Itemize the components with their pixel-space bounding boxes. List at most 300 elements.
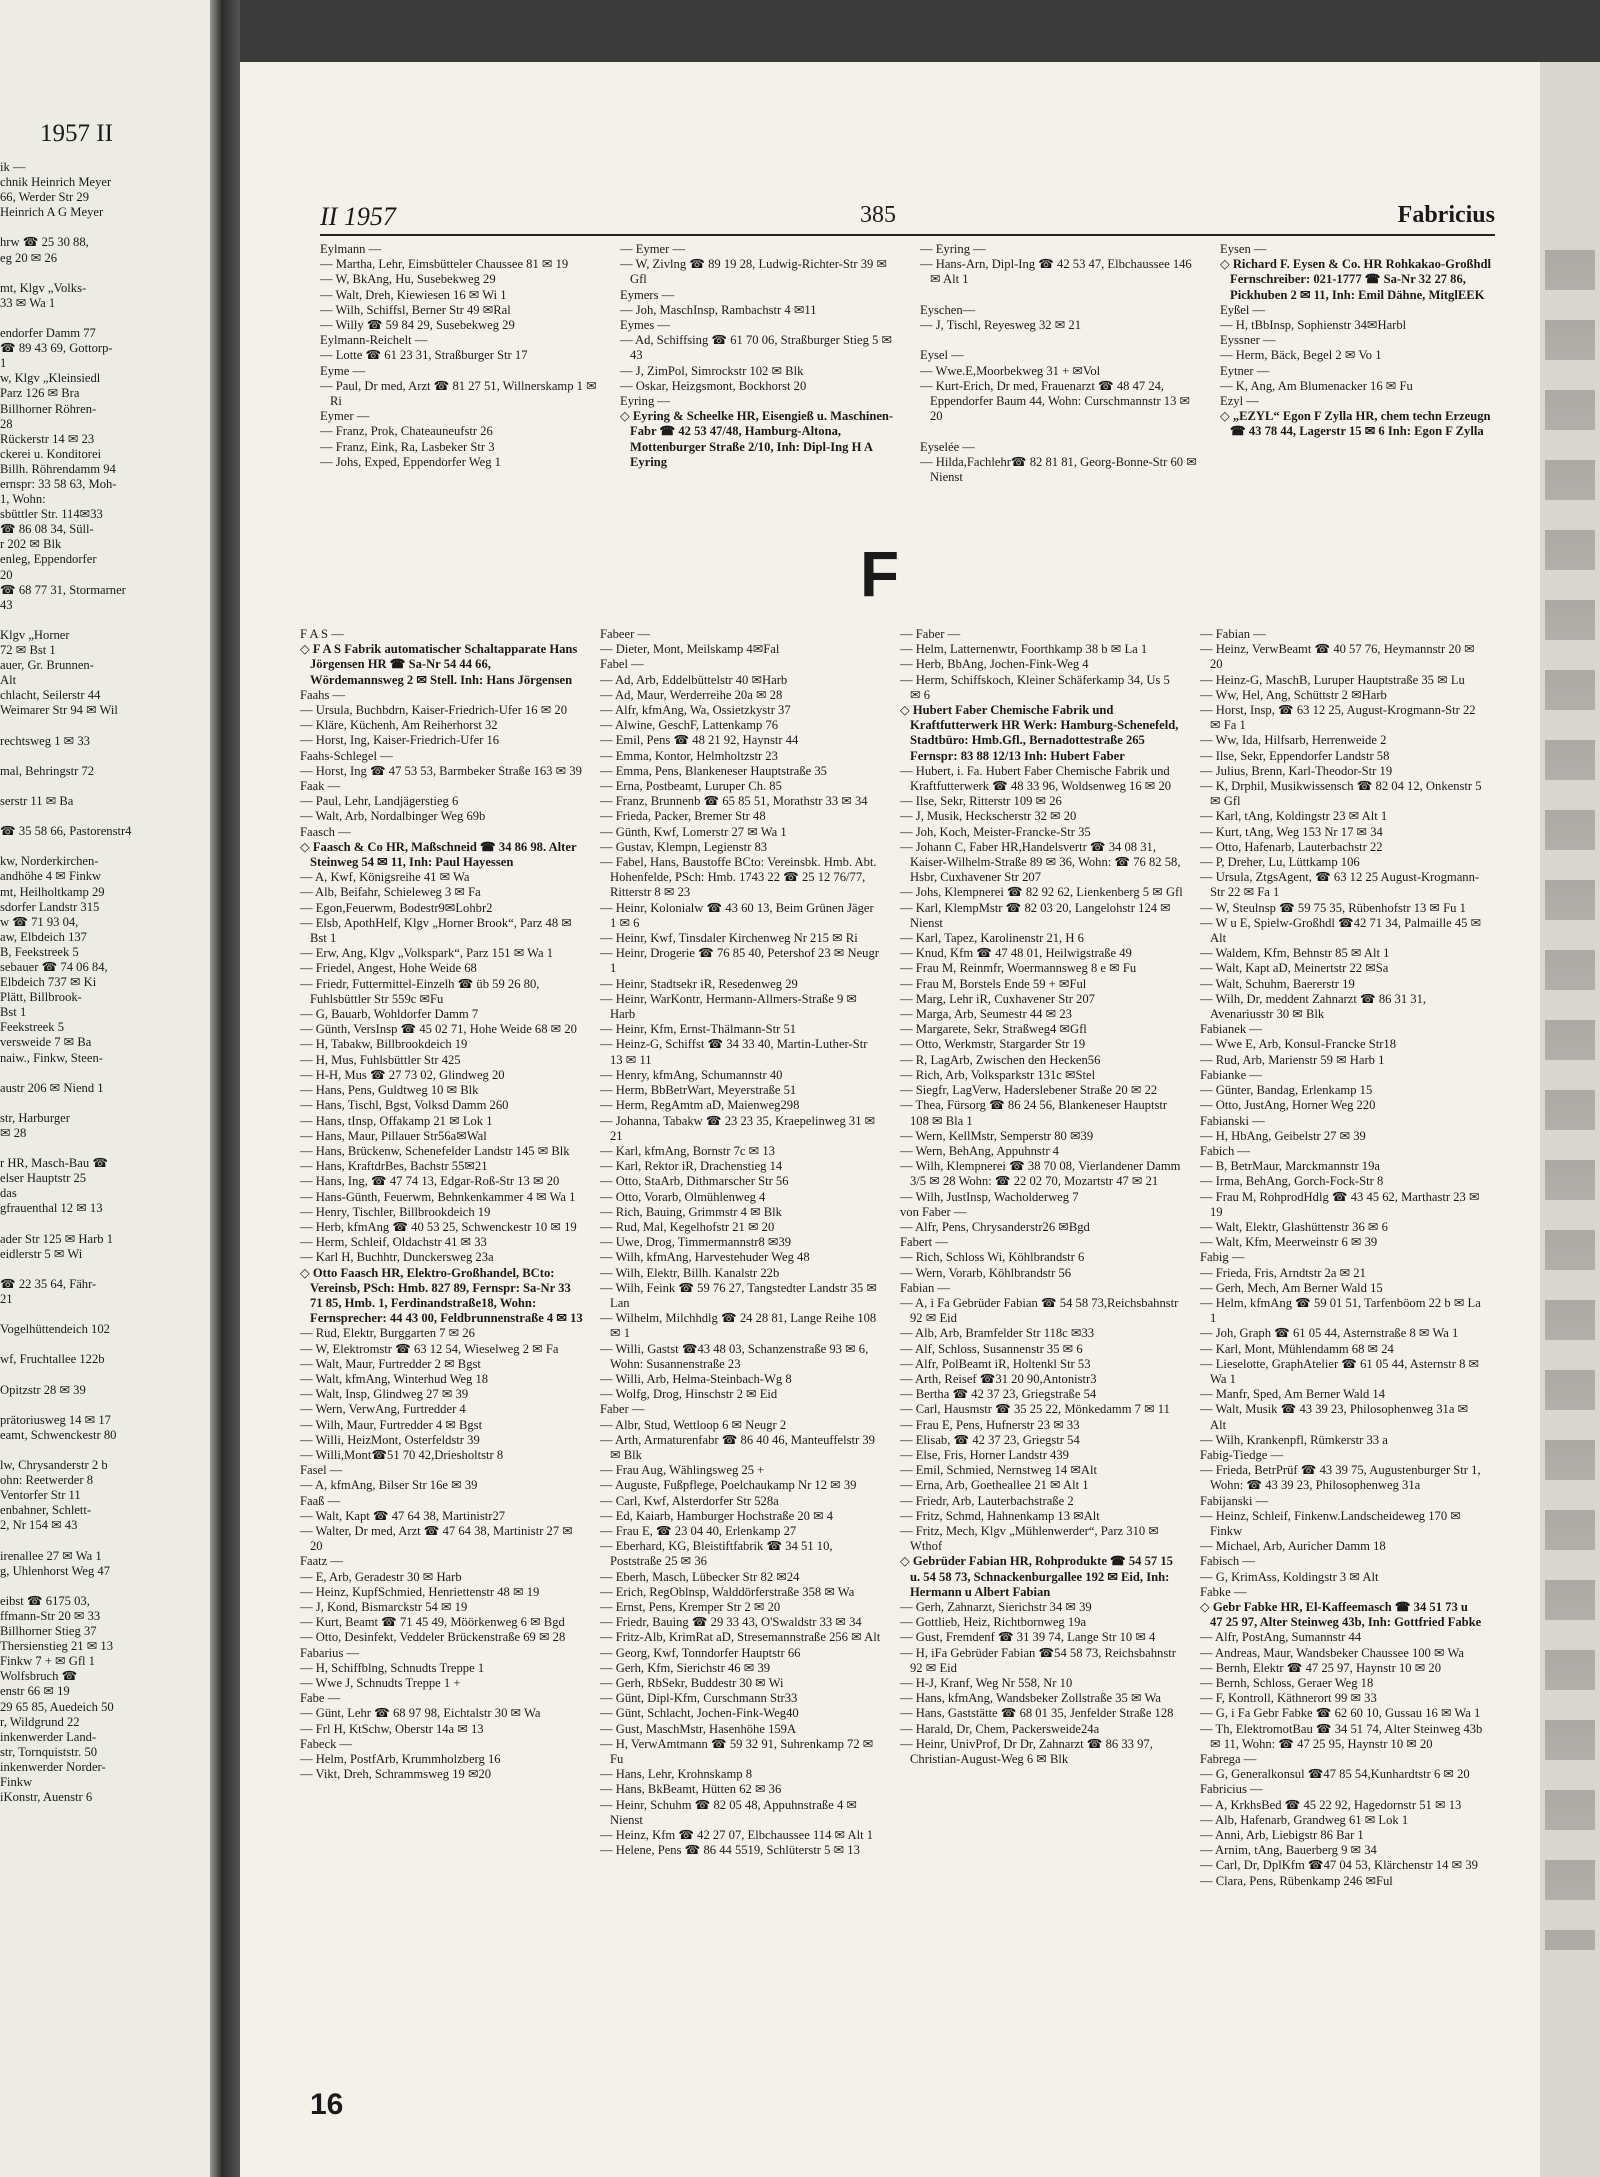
left-page-line (0, 1262, 175, 1277)
directory-entry: Eymes — (620, 318, 671, 333)
directory-entry: — Joh, MaschInsp, Rambachstr 4 ✉11 (620, 302, 817, 317)
directory-entry: — E, Arb, Geradestr 30 ✉ Harb (300, 1569, 462, 1584)
directory-entry: — Kläre, Küchenh, Am Reiherhorst 32 (300, 718, 498, 733)
directory-entry: — Alfr, kfmAng, Wa, Ossietzkystr 37 (600, 703, 791, 718)
directory-entry: — Alb, Beifahr, Schieleweg 3 ✉ Fa (300, 885, 481, 900)
directory-entry: — Hans, Lehr, Krohnskamp 8 (600, 1767, 752, 1782)
directory-entry: — Oskar, Heizgsmont, Bockhorst 20 (620, 378, 807, 393)
directory-entry: — Alf, Schloss, Susannenstr 35 ✉ 6 (900, 1341, 1083, 1356)
directory-entry: — Wilh, Krankenpfl, Rümkerstr 33 a (1200, 1432, 1388, 1447)
directory-entry: — Heinr, Kfm, Ernst-Thälmann-Str 51 (600, 1022, 797, 1037)
left-page-line (0, 266, 175, 281)
directory-entry: — Rich, Arb, Volksparkstr 131c ✉Stel (900, 1067, 1096, 1082)
directory-entry: — Frau M, RohprodHdlg ☎ 43 45 62, Marthastr 23 ✉ 19 (1200, 1189, 1480, 1219)
directory-entry: — H, Schiffblng, Schnudts Treppe 1 (300, 1660, 485, 1675)
left-page-line: 72 ✉ Bst 1 (0, 643, 56, 657)
directory-entry: — H, Tabakw, Billbrookdeich 19 (300, 1037, 468, 1052)
directory-entry: — Erw, Ang, Klgv „Volkspark“, Parz 151 ✉ Wa 1 (300, 946, 554, 961)
directory-entry: — J, Musik, Heckscherstr 32 ✉ 20 (900, 809, 1077, 824)
directory-entry: — Otto, Hafenarb, Lauterbachstr 22 (1200, 839, 1383, 854)
directory-entry: — Egon,Feuerwm, Bodestr9✉Lohbr2 (300, 900, 493, 915)
directory-entry: — Karl H, Buchhtr, Dunckersweg 23a (300, 1250, 494, 1265)
directory-entry: — Herm, Schleif, Oldachstr 41 ✉ 33 (300, 1235, 487, 1250)
directory-entry: — Heinz, Kfm ☎ 42 27 07, Elbchaussee 114 ✉ Alt 1 (600, 1828, 874, 1843)
left-page-line: mt, Heilholtkamp 29 (0, 884, 105, 899)
directory-entry: — Heinr, UnivProf, Dr Dr, Zahnarzt ☎ 86 33 97, Christian-August-Weg 6 ✉ Blk (900, 1736, 1153, 1767)
directory-entry: — B, BetrMaur, Marckmannstr 19a (1200, 1159, 1380, 1174)
directory-entry: — A, Kwf, Königsreihe 41 ✉ Wa (300, 870, 470, 885)
directory-entry: — Emil, Pens ☎ 48 21 92, Haynstr 44 (600, 733, 799, 748)
directory-entry: — Ad, Maur, Werderreihe 20a ✉ 28 (600, 687, 783, 702)
top-column-3 (920, 242, 1203, 485)
directory-entry: — Horst, Insp, ☎ 63 12 25, August-Krogmann-Str 22 ✉ Fa 1 (1200, 703, 1476, 733)
directory-entry: — Ilse, Sekr, Eppendorfer Landstr 58 (1200, 748, 1390, 763)
directory-entry: — Helm, PostfArb, Krummholzberg 16 (300, 1752, 501, 1767)
directory-entry: — Joh, Graph ☎ 61 05 44, Asternstraße 8 ✉ Wa 1 (1200, 1326, 1459, 1341)
directory-entry: — Margarete, Sekr, Straßweg4 ✉Gfl (900, 1022, 1087, 1037)
left-page-line: prätoriusweg 14 ✉ 17 (0, 1412, 111, 1427)
directory-entry: — Alb, Arb, Bramfelder Str 118c ✉33 (900, 1326, 1095, 1341)
directory-entry: — Wern, KellMstr, Semperstr 80 ✉39 (900, 1128, 1094, 1143)
directory-entry: — Karl, tAng, Koldingstr 23 ✉ Alt 1 (1200, 809, 1388, 824)
directory-entry (920, 288, 1203, 303)
directory-entry: — Emil, Schmied, Nernstweg 14 ✉Alt (900, 1463, 1097, 1478)
directory-entry: ◇ „EZYL“ Egon F Zylla HR, chem techn Erzeugn ☎ 43 78 44, Lagerstr 15 ✉ 6 Inh: Egon F Zylla (1220, 409, 1491, 439)
directory-entry: — Carl, Kwf, Alsterdorfer Str 528a (600, 1493, 779, 1508)
directory-entry: — Günth, VersInsp ☎ 45 02 71, Hohe Weide 68 ✉ 20 (300, 1022, 577, 1037)
left-page-line (0, 779, 175, 794)
directory-entry: Fabert — (900, 1235, 948, 1250)
left-page-line: B, Feekstreek 5 (0, 944, 79, 959)
directory-entry: Fabich — (1200, 1143, 1251, 1158)
left-page-line: ffmann-Str 20 ✉ 33 (0, 1609, 101, 1623)
directory-entry: Eylmann — (320, 242, 382, 256)
directory-entry: — Wern, Vorarb, Köhlbrandstr 56 (900, 1265, 1072, 1280)
left-page-line: hrw ☎ 25 30 88, (0, 235, 89, 250)
left-page-line: 1, Wohn: (0, 492, 46, 507)
left-page-line: lw, Chrysanderstr 2 b (0, 1458, 108, 1473)
left-page-line: Thersienstieg 21 ✉ 13 (0, 1639, 114, 1654)
directory-entry: Faahs-Schlegel — (300, 748, 393, 763)
left-page-line: sdorfer Landstr 315 (0, 899, 100, 914)
directory-entry: — Franz, Prok, Chateauneufstr 26 (320, 424, 493, 439)
left-page-line (0, 1579, 175, 1594)
directory-entry: — Johanna, Tabakw ☎ 23 23 35, Kraepelinweg 31 ✉ 21 (600, 1113, 876, 1143)
directory-entry: — Walt, Kapt ☎ 47 64 38, Martinistr27 (300, 1508, 506, 1523)
directory-entry: — Helene, Pens ☎ 86 44 5519, Schlüterstr 5 ✉ 13 (600, 1843, 860, 1858)
directory-entry: Fabeer — (600, 627, 651, 641)
section-letter: F (860, 538, 900, 610)
directory-entry: — Gerh, Kfm, Sierichstr 46 ✉ 39 (600, 1660, 771, 1675)
directory-entry: — Ad, Arb, Eddelbüttelstr 40 ✉Harb (600, 672, 788, 687)
left-page-line (0, 1337, 175, 1352)
directory-entry: — Alfr, PostAng, Sumannstr 44 (1200, 1630, 1362, 1645)
directory-entry: Fabianski — (1200, 1113, 1265, 1128)
left-page-line: inkenwerder Norder- (0, 1759, 106, 1774)
directory-entry: — Kurt, tAng, Weg 153 Nr 17 ✉ 34 (1200, 824, 1383, 839)
directory-entry: — Friedel, Angest, Hohe Weide 68 (300, 961, 477, 976)
directory-entry: — Erna, Postbeamt, Luruper Ch. 85 (600, 779, 782, 794)
directory-entry: — Heinz, Schleif, Finkenw.Landscheideweg 170 ✉ Finkw (1200, 1508, 1461, 1538)
left-page-line: ader Str 125 ✉ Harb 1 (0, 1231, 114, 1246)
directory-entry: — Walt, Kfm, Meerweinstr 6 ✉ 39 (1200, 1235, 1378, 1250)
directory-entry: — Günter, Bandag, Erlenkamp 15 (1200, 1083, 1373, 1098)
directory-entry: — Willi, Gastst ☎43 48 03, Schanzenstraße 93 ✉ 6, Wohn: Susannenstraße 23 (600, 1341, 869, 1371)
left-page-line (0, 1141, 175, 1156)
left-page-line: 66, Werder Str 29 (0, 190, 89, 205)
directory-entry: — Rud, Arb, Marienstr 59 ✉ Harb 1 (1200, 1052, 1385, 1067)
directory-entry: Fabe — (300, 1691, 341, 1706)
directory-entry: — Fabian — (1200, 627, 1266, 641)
left-page-line: Plätt, Billbrook- (0, 990, 82, 1005)
directory-entry: — A, KrkhsBed ☎ 45 22 92, Hagedornstr 51 ✉ 13 (1200, 1797, 1462, 1812)
directory-entry: — Eyring — (920, 242, 986, 256)
directory-entry: — Wern, VerwAng, Furtredder 4 (300, 1402, 466, 1417)
directory-entry: — Günth, Kwf, Lomerstr 27 ✉ Wa 1 (600, 824, 787, 839)
directory-entry: Eysel — (920, 348, 964, 363)
left-page-line: 20 (0, 567, 13, 582)
directory-entry: — Willi, HeizMont, Osterfeldstr 39 (300, 1432, 480, 1447)
directory-entry: — Th, ElektromotBau ☎ 34 51 74, Alter Steinweg 43b ✉ 11, Wohn: ☎ 47 25 95, Haynstr 10 ✉ 20 (1200, 1721, 1483, 1751)
directory-entry: ◇ Gebrüder Fabian HR, Rohprodukte ☎ 54 57 15 u. 54 58 73, Schnackenburgallee 192 ✉ Eid, Inh: Hermann u Albert Fabian (900, 1554, 1173, 1599)
left-page-line: das (0, 1186, 17, 1201)
directory-entry: ◇ Otto Faasch HR, Elektro-Großhandel, BCto: Vereinsb, PSch: Hmb. 827 89, Fernspr: Sa-Nr 33 71 85, Hmb. 1, Ferdinandstraße18, Wohn: Fernsprecher: 44 43 00, Feldbrunnenstraße 4 ✉ 13 (300, 1265, 583, 1326)
directory-entry: — H, iFa Gebrüder Fabian ☎54 58 73, Reichsbahnstr 92 ✉ Eid (900, 1645, 1176, 1675)
directory-entry: — Georg, Kwf, Tonndorfer Hauptstr 66 (600, 1645, 801, 1660)
directory-entry: — Heinz, VerwBeamt ☎ 40 57 76, Heymannstr 20 ✉ 20 (1200, 642, 1475, 672)
directory-entry: — Manfr, Sped, Am Berner Wald 14 (1200, 1387, 1386, 1402)
left-page-line: chnik Heinrich Meyer (0, 175, 112, 190)
directory-entry: Fasel — (300, 1463, 343, 1478)
directory-entry: — Wilh, Dr, meddent Zahnarzt ☎ 86 31 31, Avenariusstr 30 ✉ Blk (1200, 991, 1427, 1022)
page-folio: 16 (310, 2088, 344, 2121)
directory-entry: — Arth, Armaturenfabr ☎ 86 40 46, Manteuffelstr 39 ✉ Blk (600, 1432, 875, 1462)
directory-entry: — Walt, Dreh, Kiewiesen 16 ✉ Wi 1 (320, 287, 507, 302)
left-page-line: kw, Norderkirchen- (0, 854, 99, 869)
left-page-line: Vogelhüttendeich 102 (0, 1322, 110, 1337)
directory-entry: — Alfr, PolBeamt iR, Holtenkl Str 53 (900, 1356, 1091, 1371)
directory-entry: — Kurt-Erich, Dr med, Frauenarzt ☎ 48 47 24, Eppendorfer Baum 44, Wohn: Curschmannstr 13 ✉ 20 (920, 378, 1191, 424)
left-page-line: ☎ 89 43 69, Gottorp- (0, 341, 113, 356)
top-column-2 (620, 242, 903, 470)
directory-entry: — Helm, kfmAng ☎ 59 01 51, Tarfenböom 22 b ✉ La 1 (1200, 1295, 1481, 1326)
left-page-line: inkenwerder Land- (0, 1729, 97, 1744)
left-page-line: aw, Elbdeich 137 (0, 929, 87, 944)
directory-entry: — Arth, Reisef ☎31 20 90,Antonistr3 (900, 1371, 1097, 1386)
directory-entry: — Else, Fris, Horner Landstr 439 (900, 1447, 1069, 1462)
directory-entry: — Wilh, Elektr, Billh. Kanalstr 22b (600, 1265, 780, 1280)
directory-entry: — Hans, Ing, ☎ 47 74 13, Edgar-Roß-Str 13 ✉ 20 (300, 1174, 560, 1189)
directory-entry: — Clara, Pens, Rübenkamp 246 ✉Ful (1200, 1873, 1393, 1888)
left-page-line: Ventorfer Str 11 (0, 1488, 81, 1503)
directory-entry: — Horst, Ing, Kaiser-Friedrich-Ufer 16 (300, 733, 500, 748)
directory-entry: — Otto, Vorarb, Olmühlenweg 4 (600, 1189, 766, 1204)
directory-entry: — Herm, Bäck, Begel 2 ✉ Vo 1 (1220, 348, 1382, 363)
left-page (0, 0, 210, 2177)
directory-entry: — Carl, Hausmstr ☎ 35 25 22, Mönkedamm 7 ✉ 11 (900, 1402, 1170, 1417)
directory-entry: — Frieda, Fris, Arndtstr 2a ✉ 21 (1200, 1265, 1366, 1280)
directory-entry: Fabig-Tiedge — (1200, 1447, 1284, 1462)
left-page-line (0, 1534, 175, 1549)
directory-entry: — Hans, tInsp, Offakamp 21 ✉ Lok 1 (300, 1113, 493, 1128)
directory-entry: — Otto, Desinfekt, Veddeler Brückenstraße 69 ✉ 28 (300, 1630, 566, 1645)
directory-entry: — Henry, kfmAng, Schumannstr 40 (600, 1067, 783, 1082)
directory-entry: — Horst, Ing ☎ 47 53 53, Barmbeker Straße 163 ✉ 39 (300, 763, 582, 778)
directory-entry: — Wilh, Feink ☎ 59 76 27, Tangstedter Landstr 35 ✉ Lan (600, 1280, 877, 1310)
directory-entry: — J, Tischl, Reyesweg 32 ✉ 21 (920, 318, 1081, 333)
directory-entry: — Gerh, Mech, Am Berner Wald 15 (1200, 1280, 1383, 1295)
directory-entry: — Otto, Werkmstr, Stargarder Str 19 (900, 1037, 1086, 1052)
left-page-line: wf, Fruchtallee 122b (0, 1352, 105, 1367)
directory-entry: — Lieselotte, GraphAtelier ☎ 61 05 44, Asternstr 8 ✉ Wa 1 (1200, 1356, 1480, 1386)
directory-entry: — Wilh, Klempnerei ☎ 38 70 08, Vierlandener Damm 3/5 ✉ 28 Wohn: ☎ 22 02 70, Mozartstr 47 ✉ 21 (900, 1159, 1181, 1189)
directory-entry: — Wwe.E,Moorbekweg 31 + ✉Vol (920, 363, 1101, 378)
left-page-line: naiw., Finkw, Steen- (0, 1050, 103, 1065)
directory-entry: — Erich, RegOblnsp, Walddörferstraße 358 ✉ Wa (600, 1584, 855, 1599)
left-page-line: chlacht, Seilerstr 44 (0, 688, 101, 703)
directory-entry: — Günt, Schlacht, Jochen-Fink-Weg40 (600, 1706, 799, 1721)
directory-entry: — Frau E, ☎ 23 04 40, Erlenkamp 27 (600, 1523, 797, 1538)
directory-entry: Fabianek — (1200, 1022, 1262, 1037)
directory-entry: — Walt, Musik ☎ 43 39 23, Philosophenweg 31a ✉ Alt (1200, 1402, 1469, 1432)
left-page-line (0, 613, 175, 628)
directory-entry: — Heinr, Kolonialw ☎ 43 60 13, Beim Grünen Jäger 1 ✉ 6 (600, 900, 874, 930)
directory-entry: — Frl H, KtSchw, Oberstr 14a ✉ 13 (300, 1721, 484, 1736)
directory-entry: — Julius, Brenn, Karl-Theodor-Str 19 (1200, 763, 1393, 778)
directory-entry: — Herm, BbBetrWart, Meyerstraße 51 (600, 1083, 797, 1098)
directory-entry: — Karl, Rektor iR, Drachenstieg 14 (600, 1159, 783, 1174)
left-page-line: auer, Gr. Brunnen- (0, 658, 94, 673)
directory-entry: Fabke — (1200, 1584, 1247, 1599)
directory-entry: — Siegfr, LagVerw, Haderslebener Straße 20 ✉ 22 (900, 1083, 1158, 1098)
directory-entry: F A S — (300, 627, 344, 641)
left-page-line: str, Tornquiststr. 50 (0, 1744, 98, 1759)
directory-entry: — Frau E, Pens, Hufnerstr 23 ✉ 33 (900, 1417, 1080, 1432)
left-page-line: Billh. Röhrendamm 94 (0, 461, 116, 476)
directory-entry: — Faber — (900, 627, 961, 641)
left-page-line (0, 1066, 175, 1081)
directory-entry: — Bertha ☎ 42 37 23, Griegstraße 54 (900, 1387, 1097, 1402)
directory-entry: — Andreas, Maur, Wandsbeker Chaussee 100 ✉ Wa (1200, 1645, 1464, 1660)
left-page-line (0, 220, 175, 235)
directory-entry: — Friedr, Bauing ☎ 29 33 43, O'Swaldstr 33 ✉ 34 (600, 1615, 862, 1630)
left-page-line: g, Uhlenhorst Weg 47 (0, 1563, 110, 1578)
directory-entry: — Walt, Kapt aD, Meinertstr 22 ✉Sa (1200, 961, 1389, 976)
directory-entry: — Karl, Tapez, Karolinenstr 21, H 6 (900, 931, 1084, 946)
directory-entry: — Frieda, Packer, Bremer Str 48 (600, 809, 766, 824)
directory-entry: Fabijanski — (1200, 1493, 1269, 1508)
directory-entry: — W, Steulnsp ☎ 59 75 35, Rübenhofstr 13 ✉ Fu 1 (1200, 900, 1466, 915)
directory-entry: — Frau M, Reinmfr, Woermannsweg 8 e ✉ Fu (900, 961, 1137, 976)
directory-entry: — Elsb, ApothHelf, Klgv „Horner Brook“, Parz 48 ✉ Bst 1 (300, 915, 572, 946)
directory-entry: — Herm, RegAmtm aD, Maienweg298 (600, 1098, 800, 1113)
directory-entry: — Ursula, ZtgsAgent, ☎ 63 12 25 August-Krogmann-Str 22 ✉ Fa 1 (1200, 870, 1480, 900)
left-page-line: 33 ✉ Wa 1 (0, 295, 56, 310)
directory-entry: Eyme — (320, 363, 366, 378)
header-rule (320, 234, 1495, 236)
directory-entry: — Otto, JustAng, Horner Weg 220 (1200, 1098, 1376, 1113)
left-page-line: Opitzstr 28 ✉ 39 (0, 1382, 86, 1397)
left-page-line: Weimarer Str 94 ✉ Wil (0, 703, 118, 718)
left-page-line: enleg, Eppendorfer (0, 552, 97, 567)
directory-entry: — Walt, kfmAng, Winterhud Weg 18 (300, 1371, 489, 1386)
directory-entry: — Heinz-G, MaschB, Luruper Hauptstraße 35 ✉ Lu (1200, 672, 1465, 687)
directory-entry: ◇ Richard F. Eysen & Co. HR Rohkakao-Großhdl Fernschreiber: 021-1777 ☎ Sa-Nr 32 27 86, Pickhuben 2 ✉ 11, Inh: Emil Dähne, MitglEEK (1220, 257, 1492, 302)
directory-entry: Eyschen— (920, 302, 976, 317)
left-page-line: Billhorner Röhren- (0, 401, 97, 416)
directory-entry: — Hans, Pens, Guldtweg 10 ✉ Blk (300, 1083, 479, 1098)
left-page-line: eibst ☎ 6175 03, (0, 1593, 90, 1608)
directory-entry: ◇ Gebr Fabke HR, El-Kaffeemasch ☎ 34 51 73 u 47 25 97, Alter Steinweg 43b, Inh: Gottfried Fabke (1200, 1600, 1482, 1630)
left-page-line (0, 1398, 175, 1413)
directory-entry: ◇ Faasch & Co HR, Maßschneid ☎ 34 86 98. Alter Steinweg 54 ✉ 11, Inh: Paul Hayessen (300, 839, 577, 870)
directory-entry: — Arnim, tAng, Bauerberg 9 ✉ 34 (1200, 1843, 1377, 1858)
left-page-line: Wolfsbruch ☎ (0, 1669, 78, 1684)
left-page-line: 29 65 85, Auedeich 50 (0, 1699, 114, 1714)
left-page-line: rechtsweg 1 ✉ 33 (0, 733, 90, 748)
left-page-line: ☎ 35 58 66, Pastorenstr4 (0, 824, 132, 839)
directory-entry: — Irma, BehAng, Gorch-Fock-Str 8 (1200, 1174, 1384, 1189)
directory-entry: — Eberh, Masch, Lübecker Str 82 ✉24 (600, 1569, 800, 1584)
directory-entry: Faber — (600, 1402, 645, 1417)
directory-entry (920, 333, 1203, 348)
directory-entry: Faak — (300, 779, 341, 794)
directory-entry: — Franz, Brunnenb ☎ 65 85 51, Morathstr 33 ✉ 34 (600, 794, 868, 809)
directory-entry: Faaß — (300, 1493, 341, 1508)
directory-entry: — Hans, Tischl, Bgst, Volksd Damm 260 (300, 1098, 509, 1113)
directory-entry: — H, VerwAmtmann ☎ 59 32 91, Suhrenkamp 72 ✉ Fu (600, 1736, 874, 1767)
header-page-number: 385 (860, 202, 896, 228)
directory-entry: — Herb, kfmAng ☎ 40 53 25, Schwenckestr 10 ✉ 19 (300, 1219, 577, 1234)
directory-entry: — G, KrimAss, Koldingstr 3 ✉ Alt (1200, 1569, 1379, 1584)
directory-entry: — H-H, Mus ☎ 27 73 02, Glindweg 20 (300, 1067, 505, 1082)
directory-entry: Fabrega — (1200, 1752, 1257, 1767)
left-page-line: austr 206 ✉ Niend 1 (0, 1080, 104, 1095)
directory-entry: — W, BkAng, Hu, Susebekweg 29 (320, 272, 496, 287)
directory-entry: — Henry, Tischler, Billbrookdeich 19 (300, 1204, 491, 1219)
directory-entry: Eyselée — (920, 439, 975, 454)
left-page-line: sebauer ☎ 74 06 84, (0, 959, 108, 974)
left-page-line: Heinrich A G Meyer (0, 205, 104, 220)
directory-entry: — G, Bauarb, Wohldorfer Damm 7 (300, 1007, 479, 1022)
directory-entry: — Gust, MaschMstr, Hasenhöhe 159A (600, 1721, 797, 1736)
directory-entry: Eytner — (1220, 363, 1270, 378)
directory-entry: Eysen — (1220, 242, 1267, 256)
directory-entry: — Hans-Günth, Feuerwm, Behnkenkammer 4 ✉ Wa 1 (300, 1189, 576, 1204)
directory-entry: von Faber — (900, 1204, 967, 1219)
left-page-line: eidlerstr 5 ✉ Wi (0, 1246, 83, 1261)
directory-entry: — A, kfmAng, Bilser Str 16e ✉ 39 (300, 1478, 478, 1493)
directory-entry (920, 424, 1203, 439)
directory-entry: — Herb, BbAng, Jochen-Fink-Weg 4 (900, 657, 1089, 672)
directory-entry: — Otto, StaArb, Dithmarscher Str 56 (600, 1174, 789, 1189)
directory-entry: — Eberhard, KG, Bleistiftfabrik ☎ 34 51 10, Poststraße 25 ✉ 36 (600, 1539, 833, 1569)
left-page-line: sbüttler Str. 114✉33 (0, 507, 103, 522)
directory-entry: — Paul, Dr med, Arzt ☎ 81 27 51, Willnerskamp 1 ✉ Ri (320, 378, 597, 409)
left-page-line: eg 20 ✉ 26 (0, 250, 58, 265)
left-page-line: w ☎ 71 93 04, (0, 914, 79, 929)
left-page-line: ohn: Reetwerder 8 (0, 1473, 94, 1488)
directory-entry: — Willi,Mont☎51 70 42,Driesholtstr 8 (300, 1447, 504, 1462)
directory-entry: — Elisab, ☎ 42 37 23, Griegstr 54 (900, 1432, 1080, 1447)
directory-entry: — Fritz-Alb, KrimRat aD, Stresemannstraße 256 ✉ Alt (600, 1630, 881, 1645)
directory-entry: — Ursula, Buchbdrn, Kaiser-Friedrich-Ufer 16 ✉ 20 (300, 703, 568, 718)
directory-entry: — Willi, Arb, Helma-Steinbach-Wg 8 (600, 1371, 792, 1386)
left-page-line: 2, Nr 154 ✉ 43 (0, 1518, 78, 1533)
directory-entry: ◇ Hubert Faber Chemische Fabrik und Kraftfutterwerk HR Werk: Hamburg-Schenefeld, Stadtbüro: Hmb.Gfl., Bernadottestraße 265 Fernspr: 83 88 12/13 Inh: Hubert Faber (900, 703, 1179, 763)
directory-entry: — Alwine, GeschF, Lattenkamp 76 (600, 718, 779, 733)
directory-entry: — Friedr, Futtermittel-Einzelh ☎ üb 59 26 80, Fuhlsbüttler Str 559c ✉Fu (300, 976, 540, 1006)
directory-entry: Fabricius — (1200, 1782, 1263, 1797)
directory-entry: — Auguste, Fußpflege, Poelchaukamp Nr 12 ✉ 39 (600, 1478, 857, 1493)
directory-entry: — Gerh, RbSekr, Buddestr 30 ✉ Wi (600, 1676, 784, 1691)
directory-entry: — H, Mus, Fuhlsbüttler Str 425 (300, 1052, 461, 1067)
right-page (240, 62, 1540, 2177)
left-page-line: r, Wildgrund 22 (0, 1714, 80, 1729)
directory-entry: — G, i Fa Gebr Fabke ☎ 62 60 10, Gussau 16 ✉ Wa 1 (1200, 1706, 1481, 1721)
directory-entry: — Bernh, Elektr ☎ 47 25 97, Haynstr 10 ✉ 20 (1200, 1660, 1442, 1675)
left-page-line: 28 (0, 416, 13, 431)
left-page-column (0, 160, 175, 1805)
left-page-line: ernspr: 33 58 63, Moh- (0, 476, 117, 491)
directory-entry: — Wilh, JustInsp, Wacholderweg 7 (900, 1189, 1079, 1204)
directory-entry: — Harald, Dr, Chem, Packersweide24a (900, 1721, 1100, 1736)
directory-entry: — Rud, Elektr, Burggarten 7 ✉ 26 (300, 1326, 475, 1341)
directory-entry: — Thea, Fürsorg ☎ 86 24 56, Blankeneser Hauptstr 108 ✉ Bla 1 (900, 1098, 1168, 1128)
directory-entry: — H-J, Kranf, Weg Nr 558, Nr 10 (900, 1676, 1073, 1691)
directory-entry: — Ernst, Pens, Kremper Str 2 ✉ 20 (600, 1600, 781, 1614)
left-page-line: ☎ 22 35 64, Fähr- (0, 1276, 97, 1291)
directory-entry: — W, Elektromstr ☎ 63 12 54, Wieselweg 2 ✉ Fa (300, 1341, 559, 1356)
directory-entry: Eylmann-Reichelt — (320, 333, 428, 348)
left-page-header: 1957 II (40, 120, 113, 147)
top-column-1 (320, 242, 603, 470)
directory-entry: — Walt, Schuhm, Baererstr 19 (1200, 976, 1355, 991)
directory-entry: — Karl, KlempMstr ☎ 82 03 20, Langelohstr 124 ✉ Nienst (900, 900, 1171, 930)
directory-entry: — Ww, Hel, Ang, Schüttstr 2 ✉Harb (1200, 687, 1387, 702)
directory-entry: Fabisch — (1200, 1554, 1255, 1569)
directory-entry: — Herm, Schiffskoch, Kleiner Schäferkamp 34, Us 5 ✉ 6 (900, 672, 1170, 702)
directory-entry: — Heinr, Schuhm ☎ 82 05 48, Appuhnstraße 4 ✉ Nienst (600, 1797, 857, 1827)
directory-entry: — K, Drphil, Musikwissensch ☎ 82 04 12, Onkenstr 5 ✉ Gfl (1200, 779, 1482, 809)
directory-entry: — Hans, Brückenw, Schenefelder Landstr 145 ✉ Blk (300, 1143, 570, 1158)
left-page-line (0, 749, 175, 764)
directory-entry: — Walt, Arb, Nordalbinger Weg 69b (300, 809, 486, 824)
directory-entry: — Johann C, Faber HR,Handelsvertr ☎ 34 08 31, Kaiser-Wilhelm-Straße 89 ✉ 36, Wohn: ☎ 76 82 58, Hsbr, Cuxhavener Str 207 (900, 839, 1181, 885)
directory-entry: — Alfr, Pens, Chrysanderstr26 ✉Bgd (900, 1219, 1090, 1234)
directory-entry: — Carl, Dr, DplKfm ☎47 04 53, Klärchenstr 14 ✉ 39 (1200, 1858, 1478, 1873)
directory-entry: — Hans, KraftdrBes, Bachstr 55✉21 (300, 1159, 488, 1174)
left-page-line: Finkw 7 + ✉ Gfl 1 (0, 1654, 95, 1669)
directory-entry: — K, Ang, Am Blumenacker 16 ✉ Fu (1220, 378, 1413, 393)
directory-entry: — Wilhelm, Milchhdlg ☎ 24 28 81, Lange Reihe 108 ✉ 1 (600, 1311, 877, 1341)
directory-entry: — Wern, BehAng, Appuhnstr 4 (900, 1143, 1059, 1158)
directory-entry: — Frau Aug, Wählingsweg 25 + (600, 1463, 765, 1478)
directory-entry: — Wilh, Schiffsl, Berner Str 49 ✉Ral (320, 302, 511, 317)
book-spine (210, 0, 240, 2177)
directory-entry: — Ww, Ida, Hilfsarb, Herrenweide 2 (1200, 733, 1387, 748)
left-page-line: enstr 66 ✉ 19 (0, 1684, 70, 1699)
header-running-title: Fabricius (1397, 202, 1495, 228)
directory-entry: — Walt, Elektr, Glashüttenstr 36 ✉ 6 (1200, 1219, 1388, 1234)
directory-entry: — F, Kontroll, Käthnerort 99 ✉ 33 (1200, 1691, 1377, 1706)
left-page-line: serstr 11 ✉ Ba (0, 793, 74, 808)
directory-entry: ◇ Eyring & Scheelke HR, Eisengieß u. Maschinen-Fabr ☎ 42 53 47/48, Hamburg-Altona, Mottenburger Straße 2/10, Inh: Dipl-Ing H A Eyring (620, 409, 894, 469)
left-page-line: Rückerstr 14 ✉ 23 (0, 431, 95, 446)
main-column-3 (900, 627, 1183, 1767)
left-page-line: ☎ 86 08 34, Süll- (0, 522, 94, 537)
directory-entry: — Gerh, Zahnarzt, Sierichstr 34 ✉ 39 (900, 1600, 1092, 1614)
